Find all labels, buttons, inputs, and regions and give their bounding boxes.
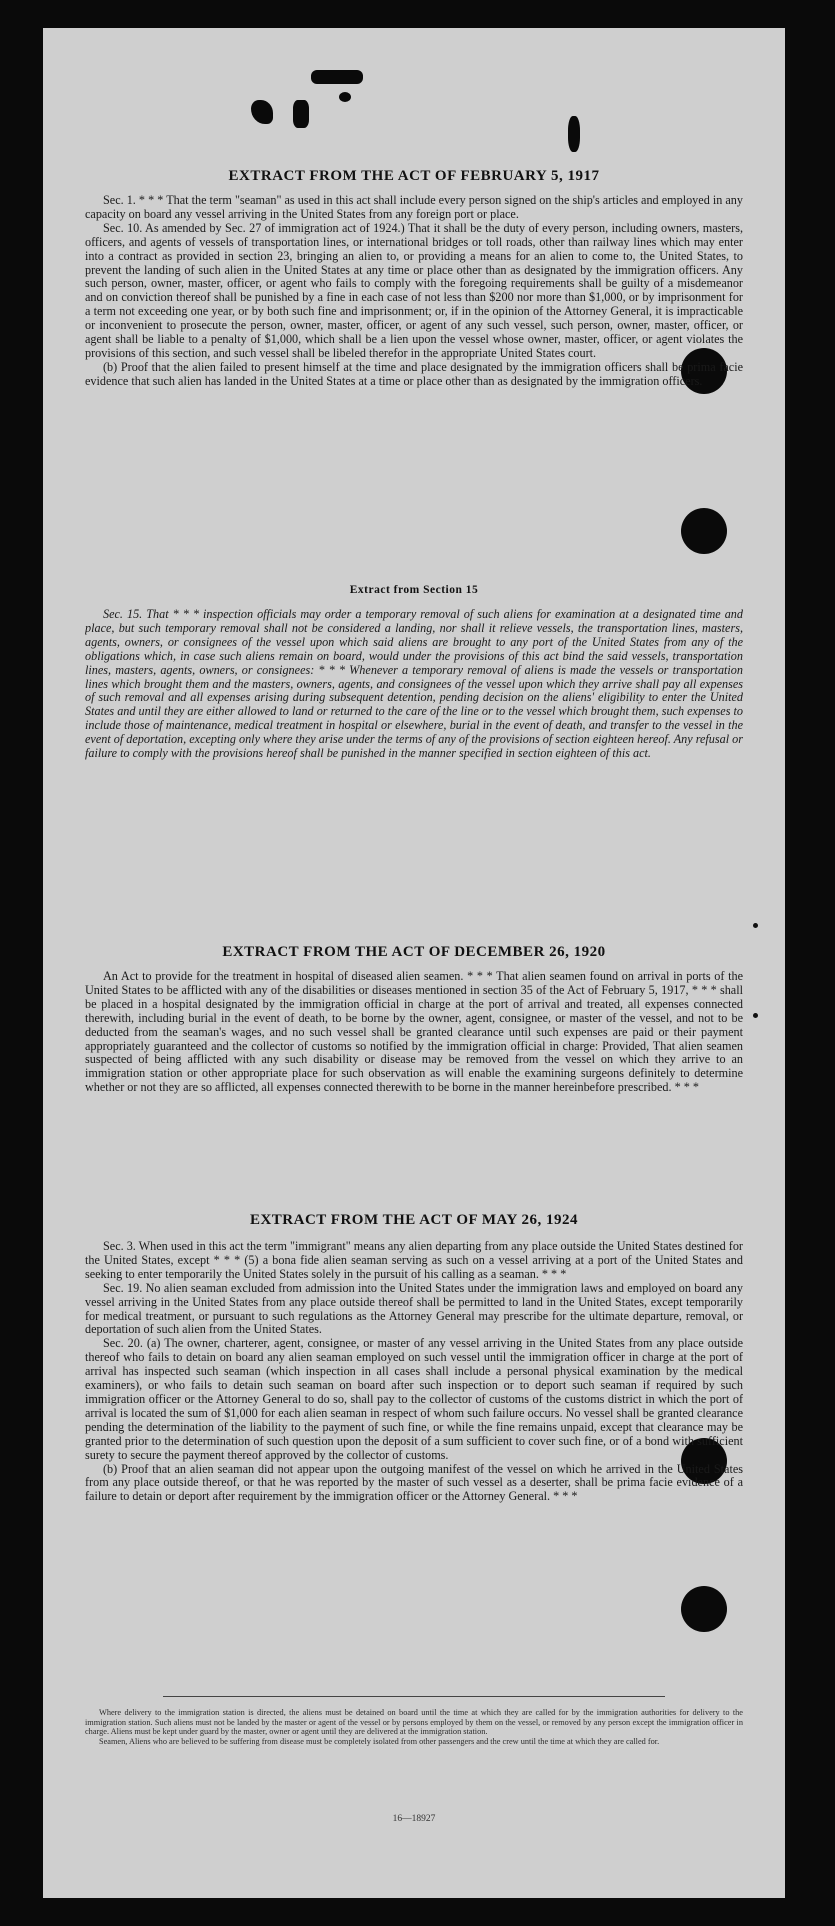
paragraph: Sec. 10. As amended by Sec. 27 of immigration act of 1924.) That it shall be the duty of every person, including owners, masters, officers, and agents of vessels of transportation lines, or international bridges or toll roads, other than railway lines which may enter into a contract as provided in section 23, bringing an alien to, or providing a means for an alien to come to, the United States, to prevent the landing of such alien in the United States at any time or place other than as designated by the immigration officers. Any such person, owner, master, officer, or agent who fails to comply with the foregoing requirements shall be guilty of a misdemeanor and on conviction thereof shall be punished by a fine in each case of not less than $200 nor more than $1,000, or by imprisonment for a term not exceeding one year, or by both such fine and imprisonment; or, if in the opinion of the Attorney General, it is impracticable or inconvenient to prosecute the person, owner, master, officer, or agent of any such vessel, such person, owner, master, officer, or agent shall be liable to a penalty of $1,000, which shall be a lien upon the vessel whose owner, master, officer, or agent violates the provisions of this section, and such vessel shall be libeled therefor in the appropriate United States court. bbox=[85, 220, 743, 360]
paragraph: An Act to provide for the treatment in hospital of diseased alien seamen. * * * That alien seamen found on arrival in ports of the United States to be afflicted with any of the disabilities or diseases mentioned in section 35 of the Act of February 5, 1917, * * * shall be placed in a hospital designated by the immigration official in charge at the port of arrival and treated, all expenses connected therewith, including burial in the event of death, to be borne by the owner, agent, consignee, or master of the vessel, and not to be deducted from the seaman's wages, and no such vessel shall be granted clearance until such expenses are paid or their payment appropriately guaranteed and the collector of customs so notified by the immigration official in charge: Provided, That alien seamen suspected of being afflicted with any such disability or disease may be removed from the vessel on which they arrive to an immigration station or other appropriate place for such observation as will enable the examining surgeons definitely to determine whether or not they are so afflicted, all expenses connected therewith to be borne in the manner hereinbefore prescribed. * * * bbox=[85, 970, 743, 1095]
section-heading: EXTRACT FROM THE ACT OF MAY 26, 1924 bbox=[249, 1212, 579, 1228]
paragraph: Sec. 20. (a) The owner, charterer, agent, consignee, or master of any vessel arriving in the United States from any place outside thereof who fails to detain on board any alien seaman employed on such vessel until the immigration officer in charge at the port of arrival has inspected such seaman (which inspection in all cases shall include a personal physical examination by the medical examiners), or who fails to detain such seaman on board after such inspection or to deport such seaman if required by such immigration officer or the Attorney General to do so, shall pay to the collector of customs of the customs district in which the port of arrival is located the sum of $1,000 for each alien seaman in respect of whom such failure occurs. No vessel shall be granted clearance pending the determination of the liability to the payment of such fine, or while the fine remains unpaid, except that clearance may be granted prior to the determination of such question upon the deposit of a sum sufficient to cover such fine, or of a bond with sufficient surety to secure the payment thereof approved by the collector of customs. bbox=[85, 1336, 743, 1462]
footnote-text: Seamen, Aliens who are believed to be suffering from disease must be completely isolated from other passengers and the crew until the time at which they are called for. bbox=[99, 1736, 660, 1746]
footnote bbox=[85, 1708, 743, 1790]
section-heading: EXTRACT FROM THE ACT OF DECEMBER 26, 1920 bbox=[222, 944, 606, 960]
scan-blot bbox=[339, 92, 351, 102]
section-heading: EXTRACT FROM THE ACT OF FEBRUARY 5, 1917 bbox=[228, 168, 600, 184]
scan-blot bbox=[293, 100, 309, 128]
paragraph: (b) Proof that an alien seaman did not appear upon the outgoing manifest of the vessel on which he arrived in the United States from any place outside thereof, or that he was reported by the master of such vessel as a deserter, shall be prima facie evidence of a failure to detain or deport after requirement by the immigration officer or the Attorney General. * * * bbox=[85, 1461, 743, 1504]
paragraph: Sec. 3. When used in this act the term "immigrant" means any alien departing from any place outside the United States destined for the United States, except * * * (5) a bona fide alien seaman serving as such on a vessel arriving at a port of the United States and seeking to enter temporarily the United States solely in the pursuit of his calling as a seaman. * * * bbox=[85, 1240, 743, 1281]
paragraph: Sec. 15. That * * * inspection officials may order a temporary removal of such aliens for examination at a designated time and place, but such temporary removal shall not be considered a landing, nor shall it relieve vessels, the transportation lines, masters, agents, owners, or consignees of the vessel upon which said aliens are brought to any port of the United States from any of the obligations which, in case such aliens remain on board, would under the provisions of this act bind the said vessels, transportation lines, masters, agents, owners, or consignees: * * * Whenever a temporary removal of aliens is made the vessels or transportation lines which brought them and the masters, owners, agents, and consignees of the vessel upon which they arrive shall pay all expenses of such removal and all expenses arising during subsequent detention, pending decision on the aliens' eligibility to enter the United States and until they are either allowed to land or returned to the care of the line or to the vessel which brought them, such expenses to include those of maintenance, medical treatment in hospital or elsewhere, burial in the event of death, and transfer to the vessel in the event of deportation, excepting only where they arise under the terms of any of the provisions of section eighteen hereof. Any refusal or failure to comply with the provisions hereof shall be punished in the manner specified in section eighteen of this act. bbox=[85, 608, 743, 761]
section-body bbox=[85, 970, 743, 1202]
paragraph: Sec. 19. No alien seaman excluded from admission into the United States under the immigration laws and employed on board any vessel arriving in the United States from any place outside thereof shall be permitted to land in the United States, except temporarily for medical treatment, or pursuant to such regulations as the Attorney General may prescribe for the ultimate departure, removal, or deportation of such alien from the United States. bbox=[85, 1280, 743, 1337]
scan-blot bbox=[251, 100, 273, 124]
scan-blot bbox=[568, 116, 580, 152]
bullet-mark bbox=[753, 1013, 758, 1018]
section-body bbox=[85, 608, 743, 928]
bullet-mark bbox=[753, 923, 758, 928]
section-body bbox=[85, 1240, 743, 1676]
paragraph: Sec. 1. * * * That the term "seaman" as used in this act shall include every person signed on the ship's articles and employed in any capacity on board any vessel arriving in the United States from any foreign port or place. bbox=[85, 194, 743, 221]
paragraph: (b) Proof that the alien failed to present himself at the time and place designated by the immigration officers shall be prima facie evidence that such alien has landed in the United States at a time or place other than as designated by the immigration officers. bbox=[85, 359, 743, 388]
footnote-rule bbox=[163, 1696, 665, 1697]
section-body bbox=[85, 194, 743, 566]
form-number: 16—18927 bbox=[392, 1814, 436, 1824]
footnote-text: Where delivery to the immigration station is directed, the aliens must be detained on board until the time at which they are called for by the immigration authorities for delivery to the immigration station. Such aliens must not be landed by the master or agent of the vessel or by persons employed by them on the vessel, or removed by any person except the immigration officer in charge. Aliens must be kept under guard by the master, owner or agent until they are delivered at the immigration station. bbox=[85, 1708, 743, 1737]
scan-blot bbox=[311, 70, 363, 84]
document-page bbox=[43, 28, 785, 1898]
section-heading: Extract from Section 15 bbox=[349, 584, 479, 596]
